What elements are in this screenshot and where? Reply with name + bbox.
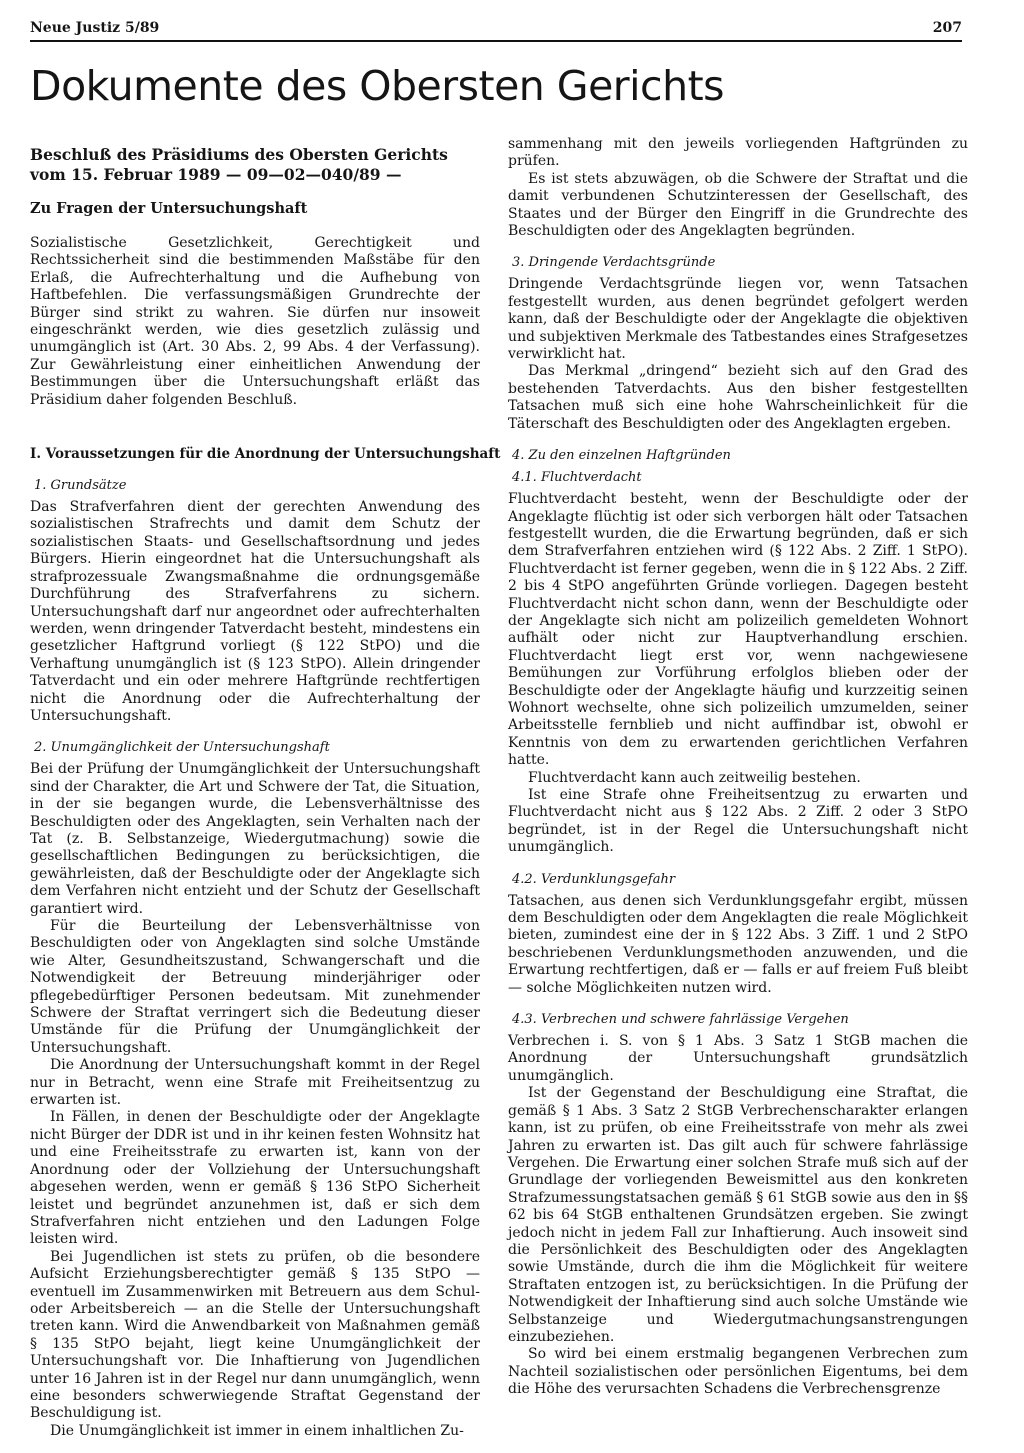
left-column [30,145,501,1440]
section-2-heading: 2. Unumgänglichkeit der Untersuchungshaft [34,740,330,756]
section-1-heading: 1. Grundsätze [34,478,127,494]
section-2-paragraph-3: Die Anordnung der Untersuchungshaft kommt in der Regel nur in Betracht, wenn eine Strafe mit Freiheitsentzug zu erwarten ist. [30,1057,480,1109]
section-4-2-heading: 4.2. Verdunklungsgefahr [512,871,676,887]
decision-title-line-1: Beschluß des Präsidiums des Obersten Gerichts [30,145,448,164]
section-title: Dokumente des Obersten Gerichts [30,62,725,110]
section-4-2-paragraph: Tatsachen, aus denen sich Verdunklungsgefahr ergibt, müssen dem Beschuldigten oder dem Angeklagten die reale Möglichkeit bieten, zumindest eine der in § 122 Abs. 3 Ziff. 1 und 2 StPO beschriebenen Verdunklungsmethoden anzuwenden, und die Erwartung rechtfertigen, daß er — falls er auf freiem Fuß bleibt — solche Möglichkeiten nutzen wird. [508,892,968,996]
section-2-paragraph-1: Bei der Prüfung der Unumgänglichkeit der Untersuchungshaft sind der Charakter, die Art und Schwere der Tat, die Situation, in der sie begangen wurde, die Lebensverhältnisse des Beschuldigten oder des Angeklagten, sein Verhalten nach der Tat (z. B. Selbstanzeige, Wiedergutmachung) sowie die gesellschaftlichen Bedingungen zu berücksichtigen, die gewährleisten, daß der Beschuldigte oder der Angeklagte sich dem Verfahren nicht entzieht und der Schutz der Gesellschaft garantiert wird. [30,761,480,917]
decision-title [30,145,480,185]
section-3-paragraph-1: Dringende Verdachtsgründe liegen vor, wenn Tatsachen festgestellt wurden, aus denen begründet gefolgert werden kann, daß der Beschuldigte oder der Angeklagte die objektiven und subjektiven Merkmale des Tatbestandes eines Strafgesetzes verwirklicht hat. [508,276,968,363]
weighing-paragraph: Es ist stets abzuwägen, ob die Schwere der Straftat und die damit verbundenen Schutzinteressen der Gesellschaft, des Staates und der Bürger den Eingriff in die Grundrechte des Beschuldigten oder des Angeklagten begründen. [508,170,968,240]
section-4-1-paragraph-1: Fluchtverdacht besteht, wenn der Beschuldigte oder der Angeklagte flüchtig ist oder sich verborgen hält oder Tatsachen festgestellt wurden, die die Erwartung begründen, daß er sich dem Strafverfahren entziehen wird (§ 122 Abs. 2 Ziff. 1 StPO). Fluchtverdacht ist ferner gegeben, wenn die in § 122 Abs. 2 Ziff. 2 bis 4 StPO angeführten Gründe vorliegen. Dagegen besteht Fluchtverdacht nicht schon dann, wenn der Beschuldigte oder der Angeklagte sich nicht am polizeilich gemeldeten Wohnort aufhält oder nicht zur Hauptverhandlung erschien. Fluchtverdacht liegt erst vor, wenn nachgewiesene Bemühungen zur Vorführung erfolglos blieben oder der Beschuldigte oder der Angeklagte häufig und kurzzeitig seinen Wohnort wechselte, ohne sich polizeilich umzumelden, seiner Arbeitsstelle fernblieb und nicht auffindbar ist, obwohl er Kenntnis von dem zu erwartenden gerichtlichen Verfahren hatte. [508,491,968,769]
section-4-3-paragraph-3: So wird bei einem erstmalig begangenen Verbrechen zum Nachteil sozialistischen oder persönlichen Eigentums, bei dem die Höhe des verursachten Schadens die Verbrechensgrenze [508,1346,968,1398]
section-4-heading: 4. Zu den einzelnen Haftgründen [512,448,731,464]
section-4-1-heading: 4.1. Fluchtverdacht [512,470,642,486]
journal-issue: Neue Justiz 5/89 [30,20,160,36]
section-2-paragraph-2: Für die Beurteilung der Lebensverhältnisse von Beschuldigten oder von Angeklagten sind solche Umstände wie Alter, Gesundheitszustand, Schwangerschaft und die Notwendigkeit der Betreuung minderjähriger oder pflegebedürftiger Personen bedeutsam. Mit zunehmender Schwere der Straftat verringert sich die Bedeutung dieser Umstände für die Prüfung der Unumgänglichkeit der Untersuchungshaft. [30,918,480,1056]
section-3-paragraph-2: Das Merkmal „dringend“ bezieht sich auf den Grad des bestehenden Tatverdachts. Aus den bisher festgestellten Tatsachen muß sich eine hohe Wahrscheinlichkeit für die Täterschaft des Beschuldigten oder des Angeklagten ergeben. [508,363,968,432]
section-1-paragraph: Das Strafverfahren dient der gerechten Anwendung des sozialistischen Strafrechts und damit dem Schutz der sozialistischen Staats- und Gesellschaftsordnung und jedes Bürgers. Hierin eingeordnet hat die Untersuchungshaft als strafprozessuale Zwangsmaßnahme die ordnungsgemäße Durchführung des Strafverfahrens zu sichern. Untersuchungshaft darf nur angeordnet oder aufrechterhalten werden, wenn dringender Tatverdacht besteht, mindestens ein gesetzlicher Haftgrund vorliegt (§ 122 StPO) und die Verhaftung unumgänglich ist (§ 123 StPO). Allein dringender Tatverdacht und ein oder mehrere Haftgründe rechtfertigen nicht die Anordnung oder die Aufrechterhaltung der Untersuchungshaft. [30,499,480,724]
decision-title-line-2: vom 15. Februar 1989 — 09—02—040/89 — [30,165,402,184]
right-column [508,136,968,1399]
section-4-3-paragraph-2: Ist der Gegenstand der Beschuldigung eine Straftat, die gemäß § 1 Abs. 3 Satz 2 StGB Verbrechenscharakter erlangen kann, ist zu prüfen, ob eine Freiheitsstrafe von mehr als zwei Jahren zu erwarten ist. Das gilt auch für schwere fahrlässige Vergehen. Die Erwartung einer solchen Strafe muß sich auf der Grundlage der vorliegenden Beweismittel aus den konkreten Strafzumessungstatsachen gemäß § 61 StGB sowie aus den in §§ 62 bis 64 StGB enthaltenen Grundsätzen ergeben. Sie zwingt jedoch nicht in jedem Fall zur Inhaftierung. Auch insoweit sind die Persönlichkeit des Beschuldigten oder des Angeklagten sowie Umstände, durch die ihm die Möglichkeit für weitere Straftaten entzogen ist, zu berücksichtigen. In die Prüfung der Notwendigkeit der Inhaftierung sind auch solche Umstände wie Selbstanzeige und Wiedergutmachungsanstrengungen einzubeziehen. [508,1085,968,1345]
section-2-paragraph-6: Die Unumgänglichkeit ist immer in einem inhaltlichen Zu- [50,1422,464,1439]
section-3-heading: 3. Dringende Verdachtsgründe [512,255,716,271]
section-2-paragraph-4: In Fällen, in denen der Beschuldigte oder der Angeklagte nicht Bürger der DDR ist und in ihr keinen festen Wohnsitz hat und eine Freiheitsstrafe zu erwarten ist, kann von der Anordnung oder der Vollziehung der Untersuchungshaft abgesehen werden, wenn er gemäß § 136 StPO Sicherheit leistet und begründet anzunehmen ist, daß er sich dem Strafverfahren nicht entziehen und den Ladungen Folge leisten wird. [30,1109,480,1248]
part-1-heading: I. Voraussetzungen für die Anordnung der Untersuchungshaft [30,446,501,463]
header-rule [30,40,962,42]
page-number: 207 [932,20,962,36]
topic-heading: Zu Fragen der Untersuchungshaft [30,200,308,217]
section-2-paragraph-5: Bei Jugendlichen ist stets zu prüfen, ob die besondere Aufsicht Erziehungsberechtigter gemäß § 135 StPO — eventuell im Zusammenwirken mit Betreuern aus dem Schul- oder Arbeitsbereich — an die Stelle der Untersuchungshaft treten kann. Wird die Anwendbarkeit von Maßnahmen gemäß § 135 StPO bejaht, liegt keine Unumgänglichkeit der Untersuchungshaft vor. Die Inhaftierung von Jugendlichen unter 16 Jahren ist in der Regel nur dann unumgänglich, wenn eine besonders schwerwiegende Straftat Gegenstand der Beschuldigung ist. [30,1248,480,1422]
section-4-3-paragraph-1: Verbrechen i. S. von § 1 Abs. 3 Satz 1 StGB machen die Anordnung der Untersuchungshaft grundsätzlich unumgänglich. [508,1033,968,1084]
intro-paragraph: Sozialistische Gesetzlichkeit, Gerechtigkeit und Rechtssicherheit sind die bestimmenden Maßstäbe für den Erlaß, die Aufrechterhaltung und die Aufhebung von Haftbefehlen. Die verfassungsmäßigen Grundrechte der Bürger sind strikt zu wahren. Sie dürfen nur insoweit eingeschränkt werden, wie dies gesetzlich zulässig und unumgänglich ist (Art. 30 Abs. 2, 99 Abs. 4 der Verfassung). Zur Gewährleistung einer einheitlichen Anwendung der Bestimmungen über die Untersuchungshaft erläßt das Präsidium daher folgenden Beschluß. [30,235,480,408]
section-4-1-paragraph-2: Fluchtverdacht kann auch zeitweilig bestehen. [528,769,861,786]
section-4-1-paragraph-3: Ist eine Strafe ohne Freiheitsentzug zu erwarten und Fluchtverdacht nicht aus § 122 Abs. 2 Ziff. 2 oder 3 StPO begründet, ist in der Regel die Untersuchungshaft nicht unumgänglich. [508,787,968,856]
continued-paragraph: sammenhang mit den jeweils vorliegenden Haftgründen zu prüfen. [508,136,968,170]
section-4-3-heading: 4.3. Verbrechen und schwere fahrlässige Vergehen [512,1012,849,1028]
